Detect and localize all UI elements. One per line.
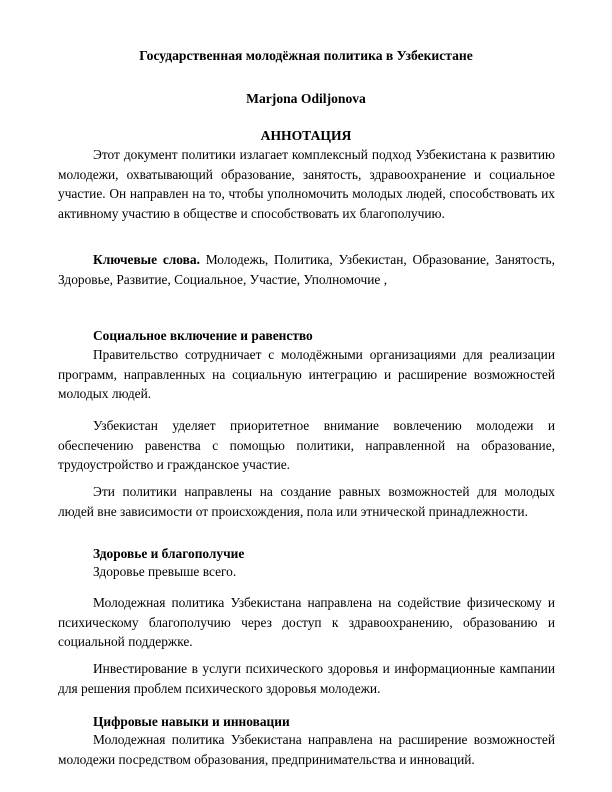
section-social-paragraph-2: Узбекистан уделяет приоритетное внимание вовлечению молодежи и обеспечению равенства с помощью политики, направленной на образование, трудоустройство и гражданское участие. xyxy=(58,418,555,473)
abstract-heading: АННОТАЦИЯ xyxy=(260,128,352,143)
keywords-paragraph xyxy=(58,250,555,289)
keywords-text: Молодежь, Политика, Узбекистан, Образование, Занятость, Здоровье, Развитие, Социальное, Участие, Уполномочие , xyxy=(58,252,555,287)
section-digital-paragraph-1: Молодежная политика Узбекистана направлена на расширение возможностей молодежи посредством образования, предпринимательства и инноваций. xyxy=(58,732,555,767)
section-heading-digital: Цифровые навыки и инновации xyxy=(93,714,290,729)
author-name: Marjona Odiljonova xyxy=(246,91,366,106)
section-health-paragraph-2: Молодежная политика Узбекистана направлена на содействие физическому и психическому благополучию через доступ к здравоохранению, образованию и социальной поддержке. xyxy=(58,595,555,650)
section-health-paragraph-3: Инвестирование в услуги психического здоровья и информационные кампании для решения проблем психического здоровья молодежи. xyxy=(58,661,555,696)
keywords-label: Ключевые слова. xyxy=(93,252,200,267)
section-heading-health: Здоровье и благополучие xyxy=(93,546,245,561)
abstract-text: Этот документ политики излагает комплексный подход Узбекистана к развитию молодежи, охватывающий образование, занятость, здравоохранение и социальное участие. Он направлен на то, чтобы уполномочить молодых людей, способствовать их активному участию в обществе и способствовать их благополучию. xyxy=(58,147,555,221)
document-title: Государственная молодёжная политика в Узбекистане xyxy=(139,48,473,63)
section-health-paragraph-1: Здоровье превыше всего. xyxy=(93,564,237,579)
section-heading-social: Социальное включение и равенство xyxy=(93,328,313,343)
section-social-paragraph-1: Правительство сотрудничает с молодёжными организациями для реализации программ, направленных на социальную интеграцию и расширение возможностей молодых людей. xyxy=(58,347,555,402)
section-social-paragraph-3: Эти политики направлены на создание равных возможностей для молодых людей вне зависимости от происхождения, пола или этнической принадлежности. xyxy=(58,484,555,519)
